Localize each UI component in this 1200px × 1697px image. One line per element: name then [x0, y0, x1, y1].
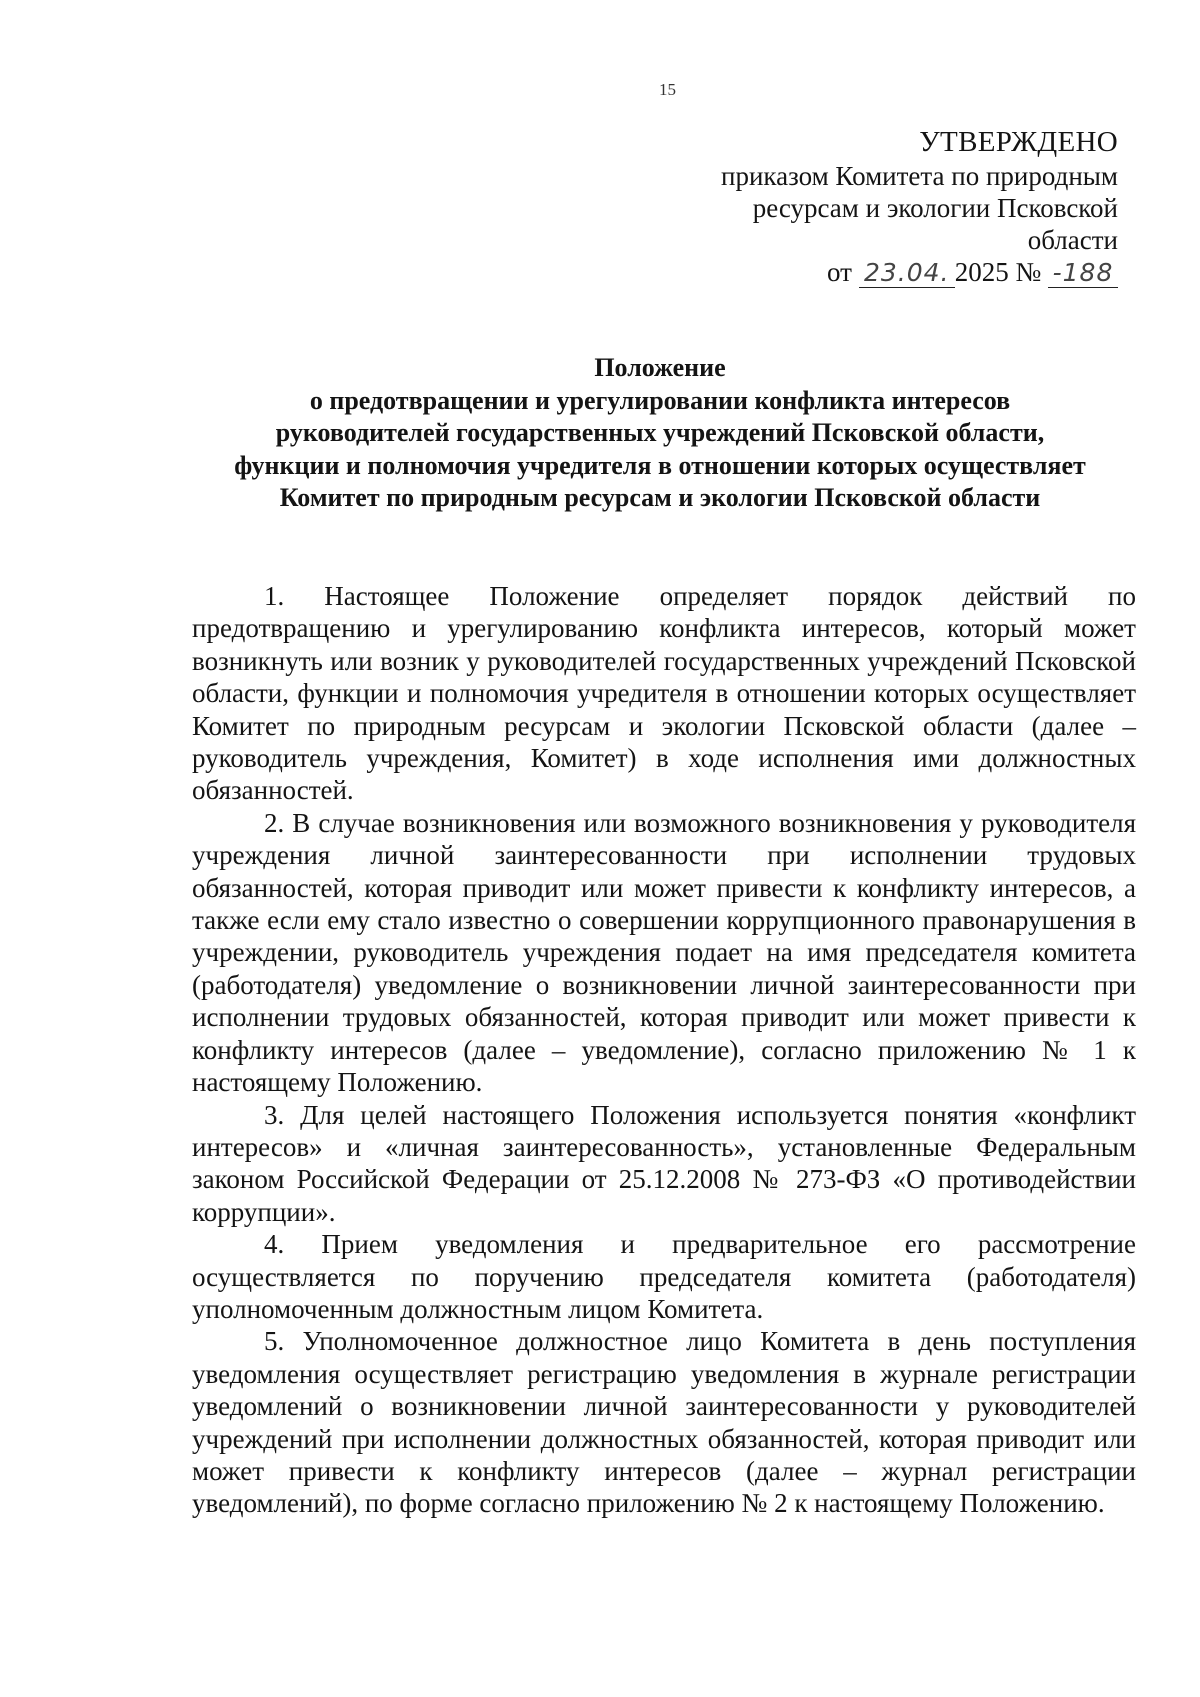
- page-number: 15: [659, 80, 676, 99]
- title-line-1: о предотвращении и урегулировании конфликта интересов: [309, 385, 1011, 415]
- paragraph-3: 3. Для целей настоящего Положения используется понятия «конфликт интересов» и «личная заинтересованность», установленные Федеральным законом Российской Федерации от 25.12.2008 № 273-ФЗ «О противодействии коррупции».: [192, 1099, 1136, 1227]
- number-sign: №: [1015, 257, 1042, 287]
- document-title: [120, 352, 1200, 515]
- handwritten-date: 23.04.: [859, 259, 955, 288]
- year: 2025: [954, 257, 1009, 287]
- paragraph-5: 5. Уполномоченное должностное лицо Комитета в день поступления уведомления осуществляет регистрацию уведомления в журнале регистрации уведомлений о возникновении личной заинтересованности у руководителей учреждений при исполнении должностных обязанностей, которая приводит или может привести к конфликту интересов (далее – журнал регистрации уведомлений), по форме согласно приложению № 2 к настоящему Положению.: [192, 1326, 1136, 1519]
- handwritten-order-number: -188: [1048, 259, 1118, 288]
- approval-line-3: области: [1027, 225, 1118, 255]
- approval-heading: УТВЕРЖДЕНО: [919, 126, 1118, 158]
- title-line-4: Комитет по природным ресурсам и экологии Псковской области: [279, 483, 1041, 512]
- title-line-2: руководителей государственных учреждений Псковской области,: [275, 418, 1045, 447]
- paragraph-4: 4. Прием уведомления и предварительное его рассмотрение осуществляется по поручению председателя комитета (работодателя) уполномоченным должностным лицом Комитета.: [192, 1229, 1136, 1324]
- from-label: от: [827, 257, 852, 287]
- title-heading: Положение: [594, 353, 726, 382]
- approval-line-2: ресурсам и экологии Псковской: [752, 193, 1118, 223]
- paragraph-1: 1. Настоящее Положение определяет порядок действий по предотвращению и урегулированию конфликта интересов, который может возникнуть или возник у руководителей государственных учреждений Псковской области, функции и полномочия учредителя в отношении которых осуществляет Комитет по природным ресурсам и экологии Псковской области (далее –руководитель учреждения, Комитет) в ходе исполнения ими должностных обязанностей.: [192, 581, 1136, 806]
- approval-date-line: [598, 256, 1118, 288]
- approval-line-1: приказом Комитета по природным: [721, 161, 1118, 191]
- paragraph-2: 2. В случае возникновения или возможного возникновения у руководителя учреждения личной заинтересованности при исполнении трудовых обязанностей, которая приводит или может привести к конфликту интересов, а также если ему стало известно о совершении коррупционного правонарушения в учреждении, руководитель учреждения подает на имя председателя комитета (работодателя) уведомление о возникновении личной заинтересованности при исполнении трудовых обязанностей, которая приводит или может привести к конфликту интересов (далее – уведомление), согласно приложению № 1 к настоящему Положению.: [192, 807, 1136, 1098]
- document-body: [192, 580, 1136, 1520]
- title-line-3: функции и полномочия учредителя в отношении которых осуществляет: [234, 450, 1086, 480]
- approval-stamp: [598, 126, 1118, 288]
